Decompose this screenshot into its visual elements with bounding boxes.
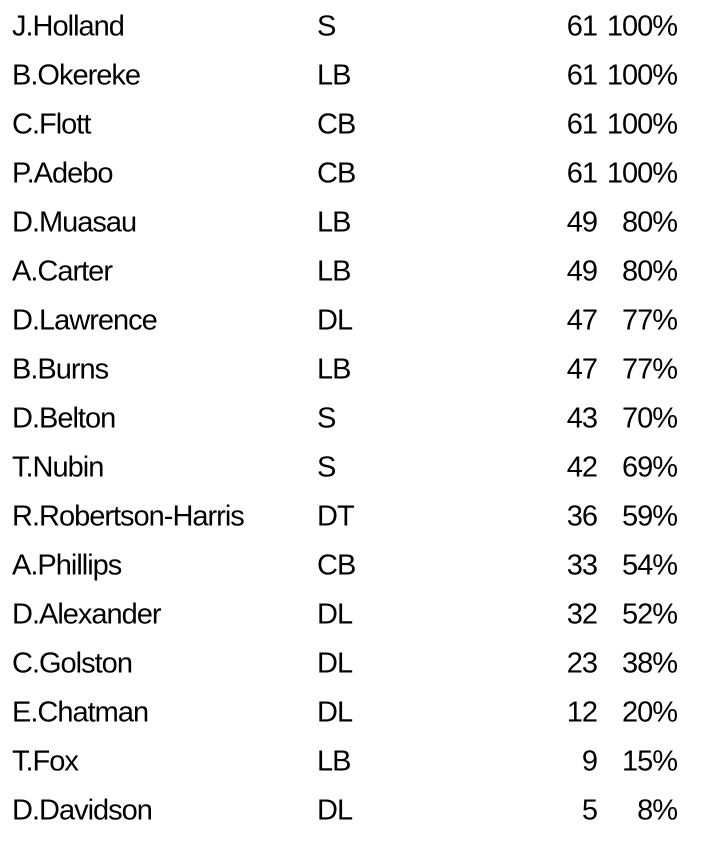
- player-name: D.Lawrence: [12, 304, 157, 336]
- snap-percentage: 80%: [621, 255, 677, 287]
- player-name: D.Belton: [12, 402, 116, 434]
- player-position: LB: [317, 59, 351, 91]
- snap-percentage: 69%: [621, 451, 677, 483]
- snap-percentage: 20%: [621, 696, 677, 728]
- player-name: C.Flott: [12, 108, 91, 140]
- snap-percentage: 38%: [621, 647, 677, 679]
- snap-percentage: 8%: [637, 794, 677, 826]
- table-row: [0, 394, 714, 443]
- player-name: C.Golston: [12, 647, 132, 679]
- snap-count: 61: [566, 157, 597, 189]
- player-position: LB: [317, 353, 351, 385]
- table-row: [0, 688, 714, 737]
- snap-percentage: 77%: [621, 353, 677, 385]
- snap-count: 49: [566, 206, 597, 238]
- table-row: [0, 100, 714, 149]
- snap-count: 61: [566, 59, 597, 91]
- player-name: A.Carter: [12, 255, 112, 287]
- player-name: B.Burns: [12, 353, 109, 385]
- player-name: D.Muasau: [12, 206, 137, 238]
- table-row: [0, 737, 714, 786]
- table-row: [0, 2, 714, 51]
- player-position: DL: [317, 304, 353, 336]
- table-row: [0, 149, 714, 198]
- snap-count: 5: [581, 794, 597, 826]
- table-row: [0, 247, 714, 296]
- snap-percentage: 54%: [621, 549, 677, 581]
- snap-percentage: 70%: [621, 402, 677, 434]
- player-position: S: [317, 402, 336, 434]
- table-row: [0, 198, 714, 247]
- table-row: [0, 541, 714, 590]
- snap-count: 32: [566, 598, 597, 630]
- player-position: S: [317, 451, 336, 483]
- player-name: J.Holland: [12, 10, 124, 42]
- player-name: A.Phillips: [12, 549, 122, 581]
- snap-percentage: 15%: [621, 745, 677, 777]
- snap-count: 47: [566, 353, 597, 385]
- snap-percentage: 59%: [621, 500, 677, 532]
- player-position: LB: [317, 206, 351, 238]
- player-name: T.Nubin: [12, 451, 104, 483]
- player-position: DL: [317, 598, 353, 630]
- snap-count: 12: [566, 696, 597, 728]
- player-name: T.Fox: [12, 745, 78, 777]
- player-name: R.Robertson-Harris: [12, 500, 244, 532]
- table-row: [0, 590, 714, 639]
- table-row: [0, 443, 714, 492]
- snap-percentage: 100%: [606, 59, 677, 91]
- player-position: CB: [317, 157, 356, 189]
- player-position: LB: [317, 255, 351, 287]
- snap-count: 43: [566, 402, 597, 434]
- snap-count: 33: [566, 549, 597, 581]
- table-row: [0, 786, 714, 835]
- snap-count: 47: [566, 304, 597, 336]
- player-position: DL: [317, 647, 353, 679]
- snap-percentage: 100%: [606, 10, 677, 42]
- table-row: [0, 51, 714, 100]
- player-position: CB: [317, 549, 356, 581]
- table-row: [0, 296, 714, 345]
- snap-percentage: 52%: [621, 598, 677, 630]
- table-row: [0, 639, 714, 688]
- player-position: DL: [317, 794, 353, 826]
- snap-percentage: 77%: [621, 304, 677, 336]
- player-position: CB: [317, 108, 356, 140]
- snap-percentage: 100%: [606, 157, 677, 189]
- player-name: D.Davidson: [12, 794, 152, 826]
- snap-count: 61: [566, 10, 597, 42]
- table-row: [0, 345, 714, 394]
- player-position: DT: [317, 500, 354, 532]
- snap-count: 42: [566, 451, 597, 483]
- snap-percentage: 100%: [606, 108, 677, 140]
- table-row: [0, 492, 714, 541]
- player-name: B.Okereke: [12, 59, 140, 91]
- snap-percentage: 80%: [621, 206, 677, 238]
- snap-count: 36: [566, 500, 597, 532]
- player-name: P.Adebo: [12, 157, 113, 189]
- player-position: DL: [317, 696, 353, 728]
- snap-count: 61: [566, 108, 597, 140]
- player-position: S: [317, 10, 336, 42]
- player-name: E.Chatman: [12, 696, 149, 728]
- snap-count: 23: [566, 647, 597, 679]
- snap-count: 9: [581, 745, 597, 777]
- snap-count: 49: [566, 255, 597, 287]
- player-position: LB: [317, 745, 351, 777]
- player-name: D.Alexander: [12, 598, 161, 630]
